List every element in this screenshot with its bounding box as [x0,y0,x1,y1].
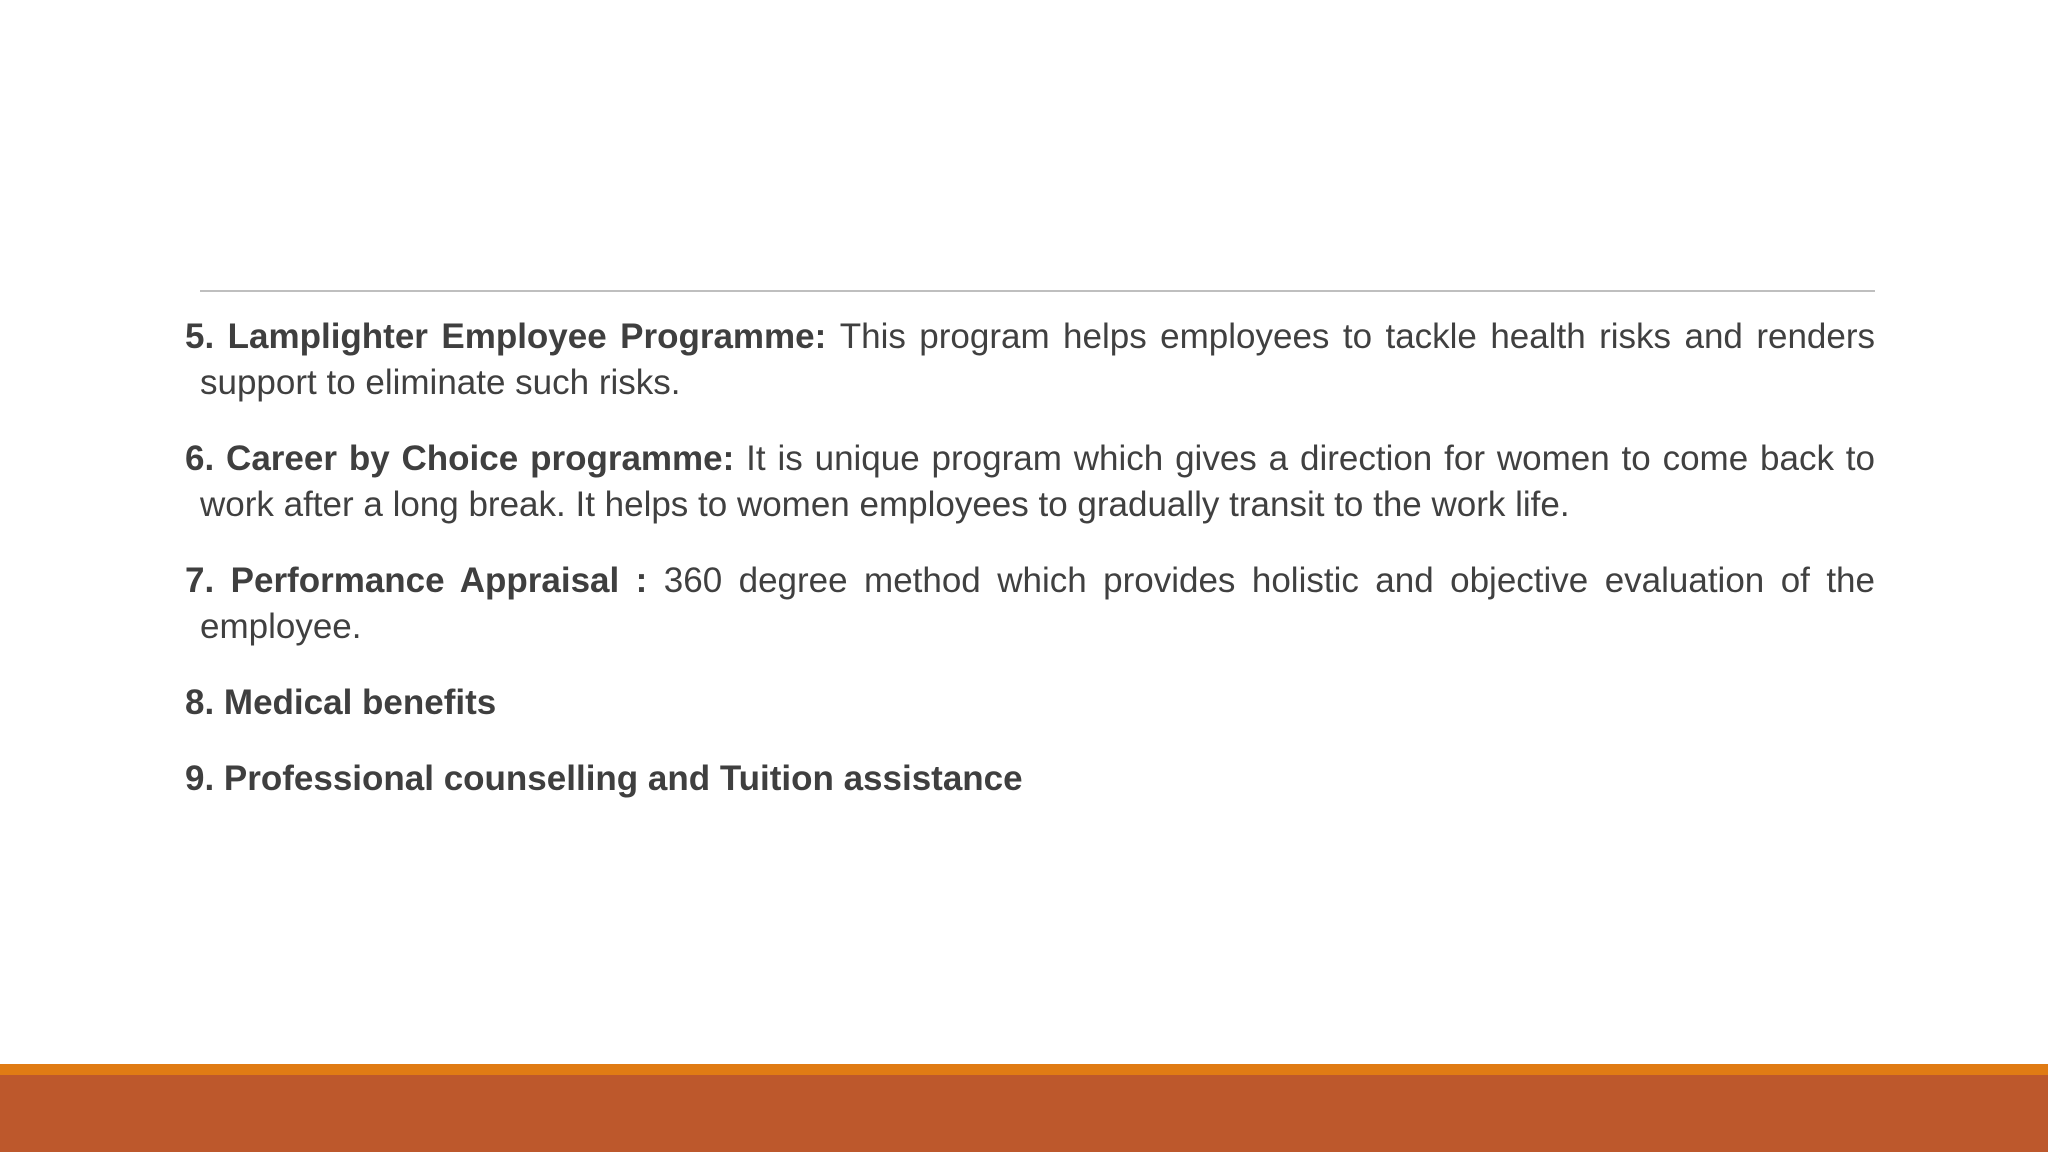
list-item-counselling-tuition [185,756,1875,802]
item-heading: 8. Medical benefits [185,683,497,722]
footer-band [0,1075,2048,1152]
list-item-lamplighter [185,314,1875,406]
item-description: It is unique program which gives a direction for women to come back to work after a long break. It helps to women employees to gradually transit to the work life. [200,439,1875,524]
item-description: 360 degree method which provides holistic and objective evaluation of the employee. [200,561,1875,646]
list-item-career-by-choice [185,436,1875,528]
footer-accent-stripe [0,1064,2048,1075]
item-description: This program helps employees to tackle health risks and renders support to eliminate such risks. [200,317,1875,402]
list-item-medical-benefits [185,680,1875,726]
list-item-performance-appraisal [185,558,1875,650]
item-heading: 7. Performance Appraisal : [185,561,664,600]
item-heading: 9. Professional counselling and Tuition assistance [185,759,1023,798]
item-heading: 6. Career by Choice programme: [185,439,747,478]
slide-body [185,314,1875,832]
item-heading: 5. Lamplighter Employee Programme: [185,317,840,356]
title-divider-line [200,290,1875,292]
